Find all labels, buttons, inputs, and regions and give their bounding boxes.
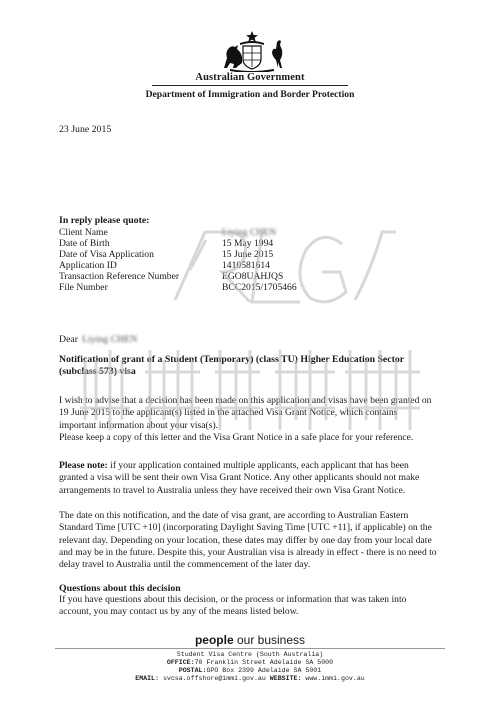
footer-postal-label: POSTAL: <box>178 667 207 675</box>
footer-email-label: EMAIL: <box>135 675 159 683</box>
paragraph-keep-copy: Please keep a copy of this letter and the Visa Grant Notice in a safe place for your reference. <box>59 432 414 443</box>
notification-title: Notification of grant of a Student (Temporary) (class TU) Higher Education Sector (subclass 573) visa <box>59 354 404 378</box>
header-divider <box>152 85 348 86</box>
salutation-name: Liying CHEN <box>82 334 138 345</box>
footer-office: 70 Franklin Street Adelaide SA 5000 <box>194 659 334 667</box>
client-name-row <box>59 227 399 238</box>
file-number-row <box>59 282 399 293</box>
reply-quote-heading: In reply please quote: <box>59 215 150 226</box>
application-id-value: 1410581614 <box>222 260 270 272</box>
row-label: Application ID <box>59 260 117 272</box>
application-date-row <box>59 249 399 260</box>
reply-details-table <box>59 227 399 294</box>
footer-centre: Student Visa Centre (South Australia) <box>176 651 324 658</box>
footer-divider <box>55 648 445 649</box>
footer-brand-strong: people <box>194 633 234 647</box>
row-label: Transaction Reference Number <box>59 271 180 283</box>
please-note-text: if your application contained multiple applicants, each applicant that has been granted a visa will be sent their own Visa Grant Notice. Any other applicants should not make arrangements to travel to Australia unless they have received their own Visa Grant Notice. <box>59 460 420 496</box>
please-note-label: Please note: <box>59 460 108 471</box>
footer-office-line <box>0 659 500 667</box>
footer-email-line <box>0 675 500 683</box>
row-label: Date of Birth <box>59 238 110 250</box>
government-name: Australian Government <box>195 72 305 83</box>
row-label: File Number <box>59 282 108 294</box>
footer-website-label: WEBSITE: <box>269 675 302 683</box>
footer-brand <box>0 633 500 647</box>
department-name: Department of Immigration and Border Protection <box>145 89 355 100</box>
row-label: Client Name <box>59 227 108 238</box>
date-of-birth-value: 15 May 1994 <box>222 238 274 250</box>
salutation <box>59 334 137 345</box>
footer-postal: GPO Box 2399 Adelaide SA 5001 <box>206 667 322 675</box>
paragraph-questions: If you have questions about this decision, or the process or information that was taken into account, you may contact us by any of the means listed below. <box>59 594 407 618</box>
coat-of-arms-logo <box>216 30 288 72</box>
date-of-birth-row <box>59 238 399 249</box>
questions-heading: Questions about this decision <box>59 583 181 594</box>
letter-date: 23 June 2015 <box>59 124 112 135</box>
paragraph-please-note <box>59 460 437 497</box>
file-number-value: BCC2015/1705466 <box>222 282 297 294</box>
footer-email[interactable]: svcsa.offshore@immi.gov.au <box>158 675 270 683</box>
transaction-reference-row <box>59 271 399 282</box>
footer-website[interactable]: www.immi.gov.au <box>301 675 365 683</box>
paragraph-date-info: The date on this notification, and the date of visa grant, are according to Australian Eastern Standard Time [UTC +10] (incorporating Daylight Saving Time [UTC +11], if applicable) on the relevant day. Depending on your location, these dates may differ by one day from your local date and may be in the future. Despite this, your Australian visa is already in effect - there is no need to delay travel to Australia until the commencement of the later day. <box>59 510 437 571</box>
client-name-value: Liying CHEN <box>222 227 277 238</box>
footer-brand-rest: our business <box>233 633 306 647</box>
transaction-reference-value: EGO8UAHJQS <box>222 271 284 283</box>
footer-postal-line <box>0 667 500 675</box>
application-date-value: 15 June 2015 <box>222 249 274 261</box>
footer-contact <box>0 651 500 683</box>
footer-office-label: OFFICE: <box>166 659 195 667</box>
row-label: Date of Visa Application <box>59 249 154 261</box>
paragraph-decision: I wish to advise that a decision has been made on this application and visas have been granted on 19 June 2015 to the applicant(s) listed in the attached Visa Grant Notice, which contains important information about your visa(s). <box>59 395 432 431</box>
salutation-greeting: Dear <box>59 334 79 345</box>
application-id-row <box>59 260 399 271</box>
